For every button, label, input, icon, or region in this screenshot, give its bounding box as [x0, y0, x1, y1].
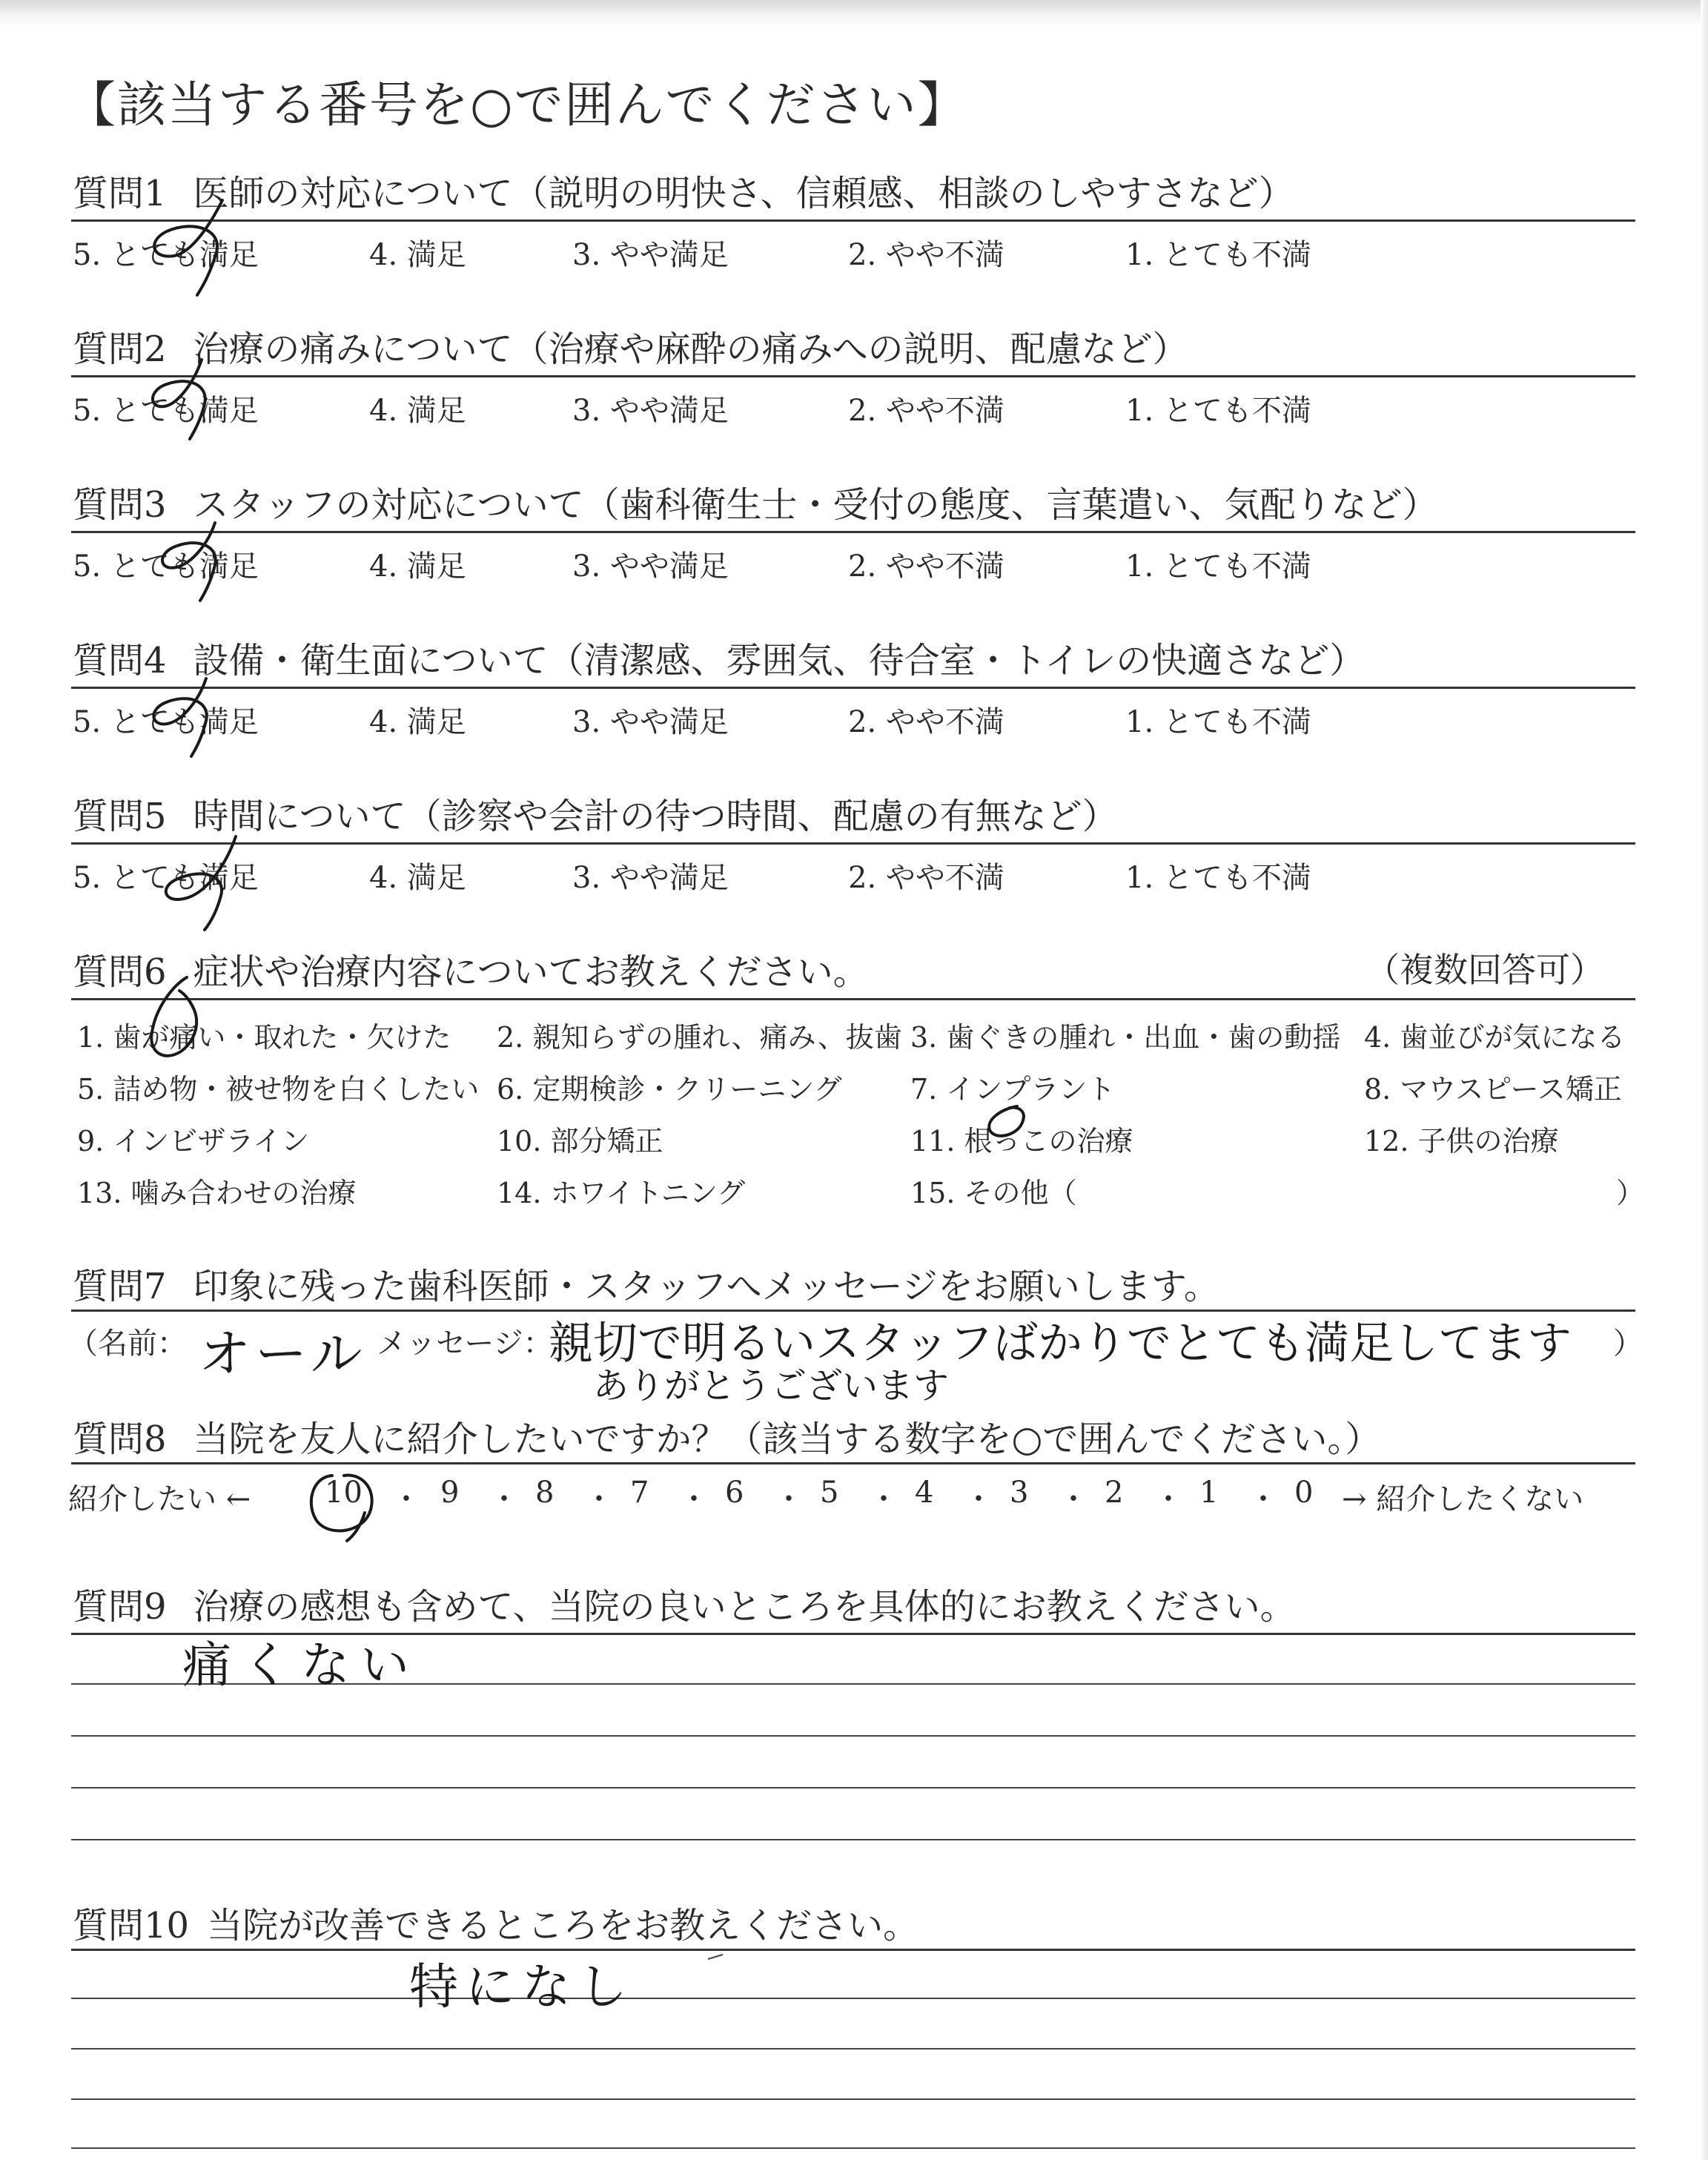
- q8-sep: ・: [869, 1482, 898, 1516]
- q7-text: 印象に残った歯科医師・スタッフへメッセージをお願いします。: [193, 1266, 1219, 1307]
- q6-text: 症状や治療内容についてお教えください。: [193, 951, 869, 993]
- q8-sep: ・: [391, 1482, 421, 1516]
- q6-option-8[interactable]: 8. マウスピース矯正: [1364, 1073, 1622, 1106]
- q1-selection-circle: [154, 200, 222, 295]
- q7-name-label: （名前：: [68, 1327, 187, 1361]
- q8-selection-circle: [311, 1475, 372, 1541]
- q6-option-1-selection-circle: [151, 977, 196, 1056]
- q6-option-14[interactable]: 14. ホワイトニング: [497, 1177, 746, 1209]
- q4-number: 質問4: [73, 640, 167, 681]
- q1-option-4[interactable]: 4. 満足: [369, 238, 466, 272]
- q3-option-3[interactable]: 3. やや満足: [572, 549, 729, 584]
- q8-sep: ・: [1153, 1482, 1183, 1516]
- q4-option-1[interactable]: 1. とても不満: [1125, 705, 1311, 739]
- q6-option-11[interactable]: 11. 根っこの治療: [910, 1125, 1133, 1157]
- q5-option-2[interactable]: 2. やや不満: [848, 861, 1004, 895]
- q2-option-1[interactable]: 1. とても不満: [1125, 394, 1311, 428]
- q6-option-9[interactable]: 9. インビザライン: [77, 1125, 310, 1157]
- q4-option-4[interactable]: 4. 満足: [369, 705, 466, 739]
- q6-option-13[interactable]: 13. 噛み合わせの治療: [77, 1177, 357, 1209]
- q8-scale-8[interactable]: 8: [535, 1476, 555, 1510]
- q4-text: 設備・衛生面について（清潔感、雰囲気、待合室・トイレの快適さなど）: [193, 640, 1366, 681]
- q1-text: 医師の対応について（説明の明快さ、信頼感、相談のしやすさなど）: [193, 173, 1294, 214]
- q9-text: 治療の感想も含めて、当院の良いところを具体的にお教えください。: [193, 1586, 1296, 1628]
- q8-scale-9[interactable]: 9: [440, 1476, 460, 1510]
- q8-scale-3[interactable]: 3: [1010, 1476, 1029, 1510]
- q8-sep: ・: [1059, 1482, 1088, 1516]
- q1-option-5[interactable]: 5. とても満足: [73, 238, 259, 272]
- q6-option-11-selection-circle: [989, 1106, 1024, 1136]
- q7-message-handwritten-line2: ありがとうございます: [593, 1365, 950, 1407]
- q7-message-handwritten-line1: 親切で明るいスタッフばかりでとても満足してます: [549, 1318, 1572, 1370]
- q8-left-label: 紹介したい ←: [68, 1482, 251, 1516]
- q4-option-3[interactable]: 3. やや満足: [572, 705, 729, 739]
- q6-option-15[interactable]: 15. その他（: [910, 1177, 1077, 1209]
- q9-answer-handwritten: 痛くない: [182, 1636, 420, 1694]
- q6-option-3[interactable]: 3. 歯ぐきの腫れ・出血・歯の動揺: [910, 1021, 1341, 1054]
- q1-option-1[interactable]: 1. とても不満: [1125, 238, 1311, 272]
- q6-multiple-answers-note: （複数回答可）: [1366, 950, 1604, 990]
- q4-option-2[interactable]: 2. やや不満: [848, 705, 1004, 739]
- q2-number: 質問2: [73, 328, 167, 370]
- q8-scale-7[interactable]: 7: [630, 1476, 649, 1510]
- q4-option-5[interactable]: 5. とても満足: [73, 705, 259, 739]
- q8-scale-2[interactable]: 2: [1105, 1476, 1124, 1510]
- q5-selection-circle: [166, 836, 236, 930]
- q5-option-5[interactable]: 5. とても満足: [73, 861, 259, 895]
- q2-option-3[interactable]: 3. やや満足: [572, 394, 729, 428]
- q3-option-5[interactable]: 5. とても満足: [73, 549, 259, 584]
- q9-number: 質問9: [73, 1586, 167, 1628]
- q8-scale-1[interactable]: 1: [1199, 1476, 1219, 1510]
- q4-selection-circle: [153, 678, 206, 756]
- q8-scale-4[interactable]: 4: [915, 1476, 934, 1510]
- q2-option-2[interactable]: 2. やや不満: [848, 394, 1004, 428]
- q5-text: 時間について（診察や会計の待つ時間、配慮の有無など）: [193, 796, 1118, 837]
- q6-option-5[interactable]: 5. 詰め物・被せ物を白くしたい: [77, 1073, 480, 1106]
- q3-option-4[interactable]: 4. 満足: [369, 549, 466, 584]
- q6-option-12[interactable]: 12. 子供の治療: [1364, 1125, 1559, 1157]
- q2-option-4[interactable]: 4. 満足: [369, 394, 466, 428]
- q8-sep: ・: [774, 1482, 804, 1516]
- q6-option-4[interactable]: 4. 歯並びが気になる: [1364, 1021, 1626, 1054]
- q8-scale-5[interactable]: 5: [820, 1476, 839, 1510]
- q5-option-1[interactable]: 1. とても不満: [1125, 861, 1311, 895]
- q8-number: 質問8: [73, 1418, 167, 1460]
- q3-number: 質問3: [73, 484, 167, 526]
- q7-name-handwritten: オール: [199, 1324, 367, 1384]
- q2-option-5[interactable]: 5. とても満足: [73, 394, 259, 428]
- q1-number: 質問1: [73, 173, 167, 214]
- q7-message-label: メッセージ：: [377, 1327, 553, 1361]
- q6-option-2[interactable]: 2. 親知らずの腫れ、痛み、抜歯: [497, 1021, 902, 1054]
- q6-option-7[interactable]: 7. インプラント: [910, 1073, 1116, 1106]
- q8-text: 当院を友人に紹介したいですか？（該当する数字を○で囲んでください。）: [193, 1418, 1381, 1460]
- q2-selection-circle: [153, 360, 205, 439]
- q8-sep: ・: [679, 1482, 709, 1516]
- q6-option-1[interactable]: 1. 歯が痛い・取れた・欠けた: [77, 1021, 451, 1054]
- q6-option-6[interactable]: 6. 定期検診・クリーニング: [497, 1073, 842, 1106]
- q10-answer-handwritten: 特になし: [409, 1958, 635, 2015]
- q8-sep: ・: [1248, 1482, 1278, 1516]
- q6-other-close-paren: ）: [1616, 1177, 1645, 1209]
- q2-text: 治療の痛みについて（治療や麻酔の痛みへの説明、配慮など）: [193, 328, 1188, 370]
- q7-number: 質問7: [73, 1266, 167, 1307]
- q8-sep: ・: [584, 1482, 614, 1516]
- q8-scale-0[interactable]: 0: [1294, 1476, 1314, 1510]
- q3-option-1[interactable]: 1. とても不満: [1125, 549, 1311, 584]
- instruction-heading: 【該当する番号を○で囲んでください】: [67, 76, 968, 133]
- q3-text: スタッフの対応について（歯科衛生士・受付の態度、言葉遣い、気配りなど）: [193, 484, 1438, 526]
- q3-option-2[interactable]: 2. やや不満: [848, 549, 1004, 584]
- q8-scale-10[interactable]: 10: [325, 1476, 363, 1510]
- q10-number: 質問10: [73, 1905, 190, 1946]
- q6-number: 質問6: [73, 951, 167, 993]
- q10-stray-mark: [708, 1955, 723, 1959]
- q8-right-label: → 紹介したくない: [1342, 1482, 1584, 1516]
- q1-option-2[interactable]: 2. やや不満: [848, 238, 1004, 272]
- q8-sep: ・: [489, 1482, 519, 1516]
- q3-selection-circle: [162, 523, 216, 601]
- q8-scale-6[interactable]: 6: [725, 1476, 744, 1510]
- q7-close-paren: ）: [1613, 1327, 1643, 1361]
- q8-sep: ・: [964, 1482, 993, 1516]
- q6-option-10[interactable]: 10. 部分矯正: [497, 1125, 663, 1157]
- q10-text: 当院が改善できるところをお教えください。: [207, 1905, 919, 1946]
- q5-number: 質問5: [73, 796, 167, 837]
- q1-option-3[interactable]: 3. やや満足: [572, 238, 729, 272]
- q5-option-4[interactable]: 4. 満足: [369, 861, 466, 895]
- q5-option-3[interactable]: 3. やや満足: [572, 861, 729, 895]
